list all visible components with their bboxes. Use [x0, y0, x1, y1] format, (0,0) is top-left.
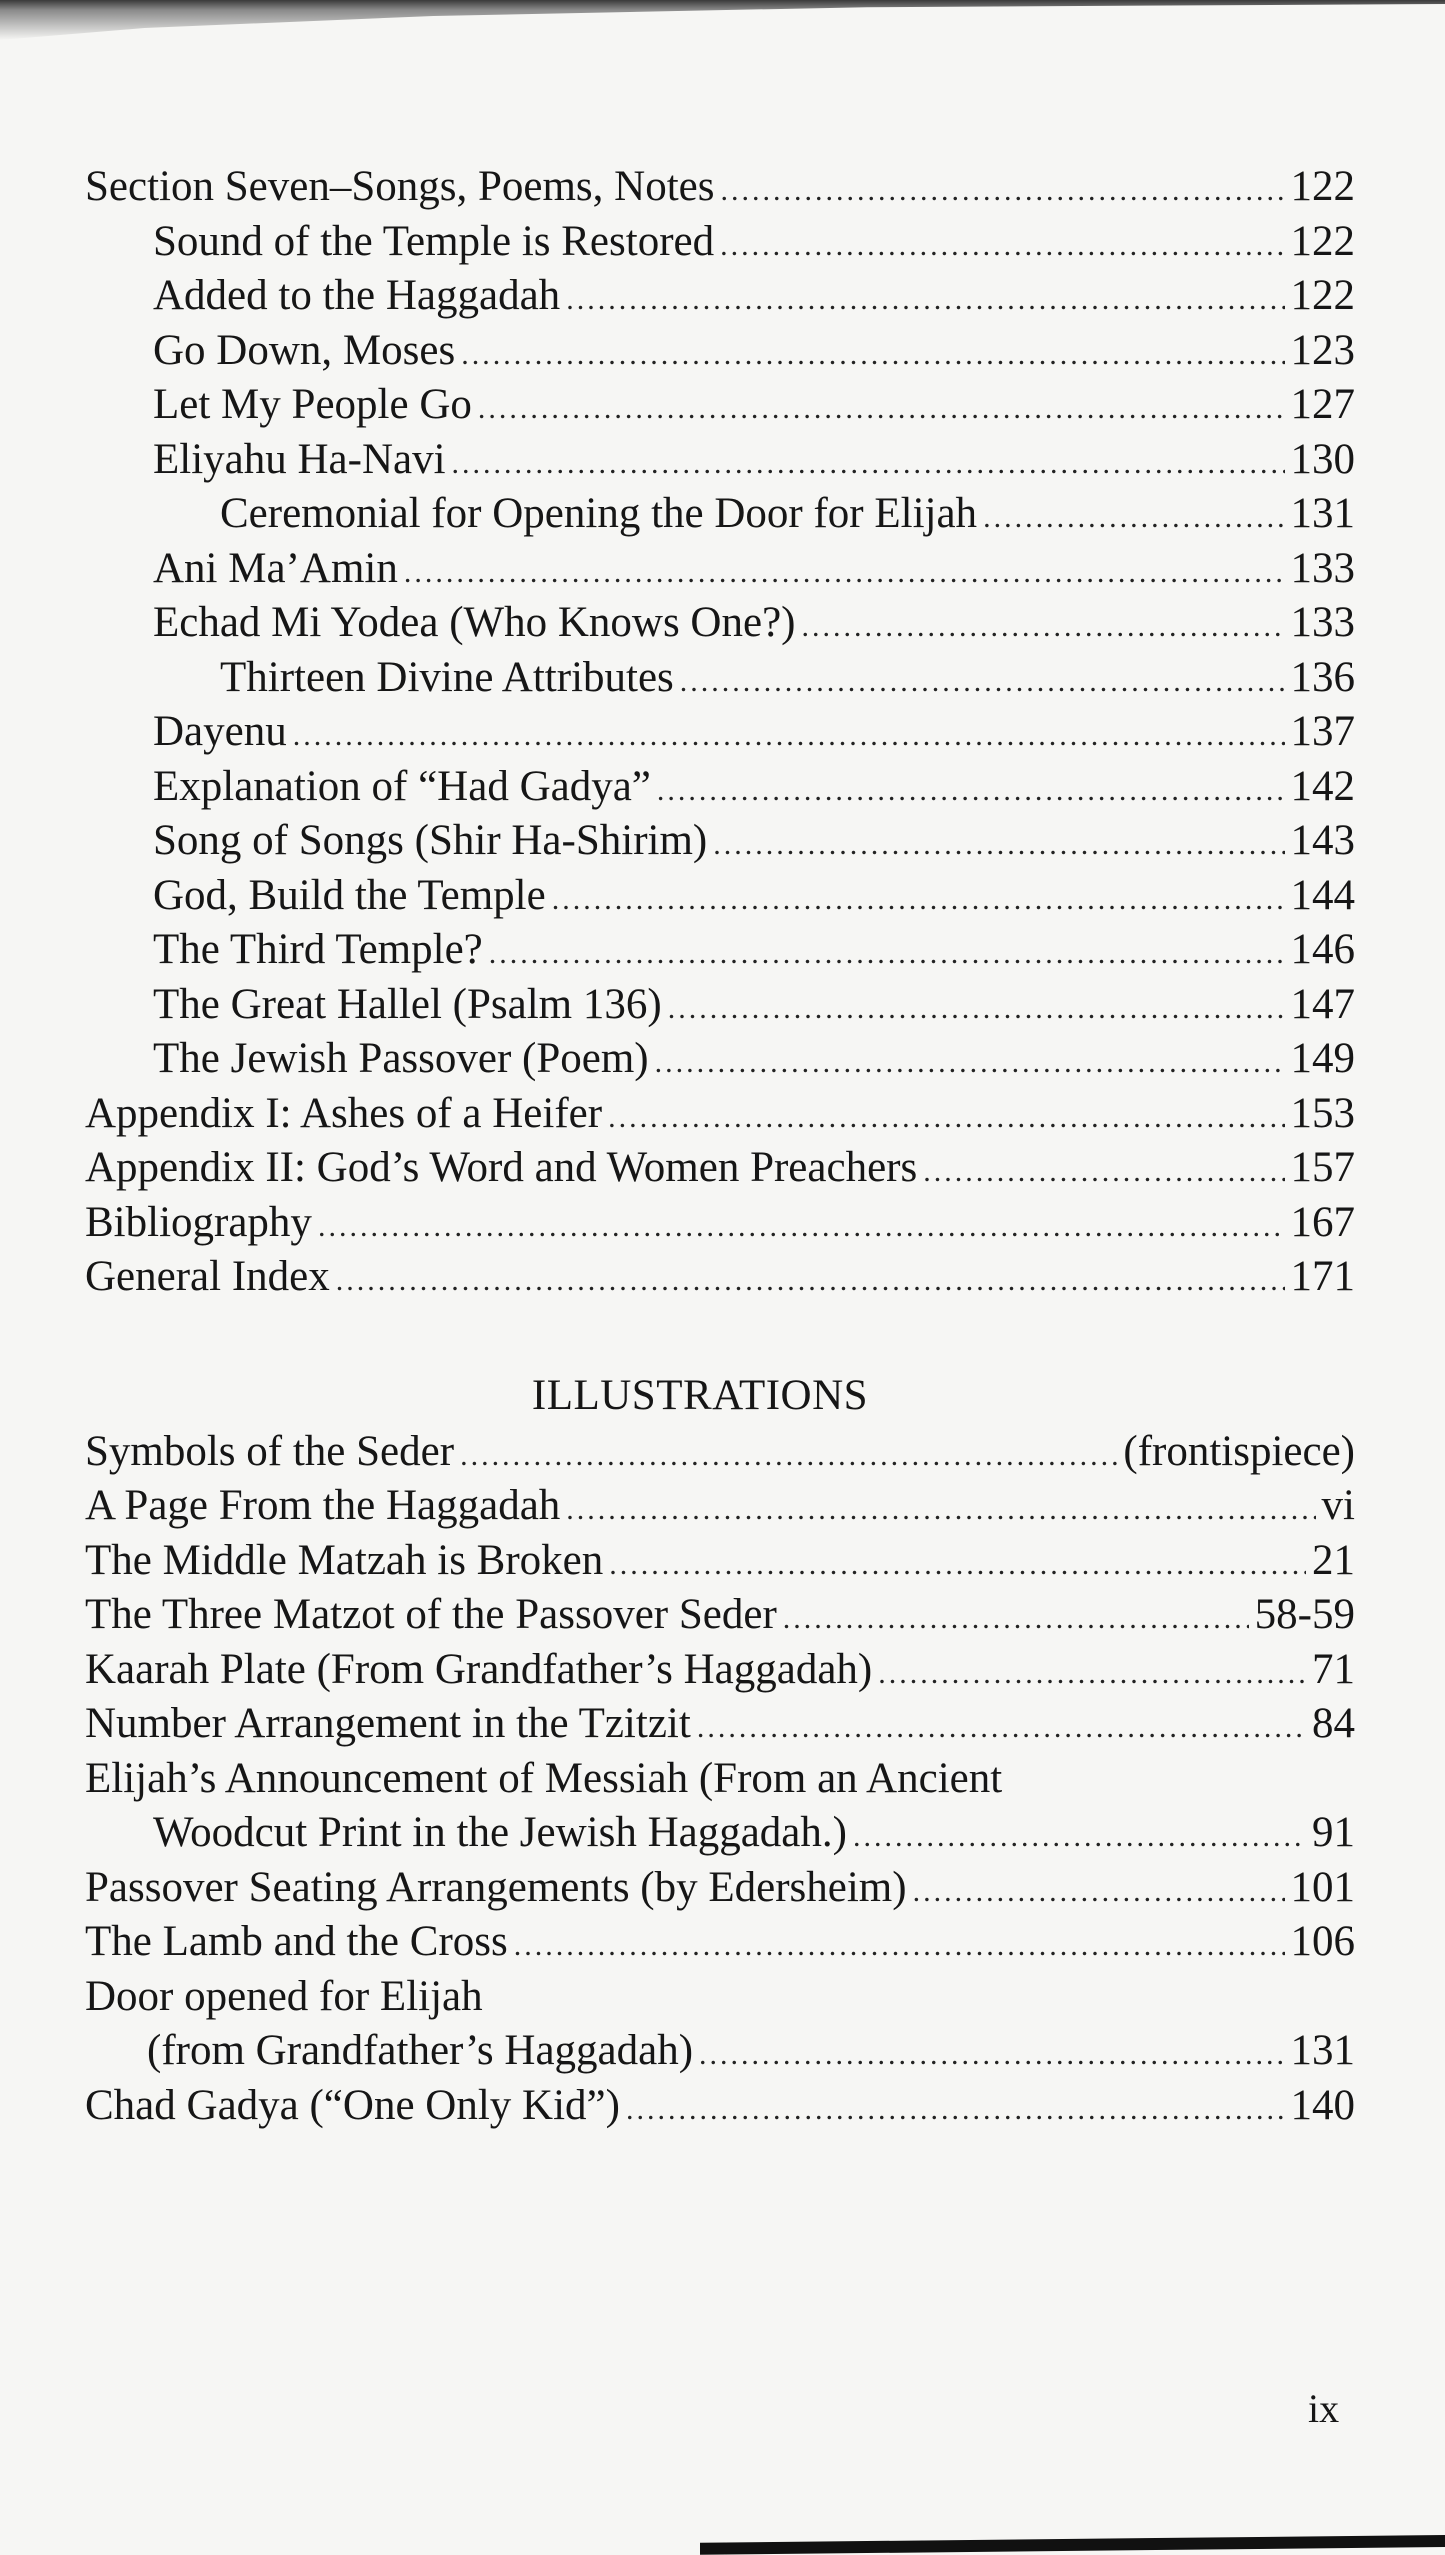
toc-entry-page: 167 [1290, 1198, 1355, 1246]
illustration-title: Chad Gadya (“One Only Kid”) [85, 2081, 620, 2129]
toc-entry-title: Dayenu [153, 708, 287, 755]
toc-entry-title: Appendix II: God’s Word and Women Preachers [85, 1144, 918, 1191]
toc-entry-title: Go Down, Moses [153, 326, 456, 374]
toc-entry [85, 1196, 1355, 1251]
toc-entry [85, 869, 1355, 924]
illustration-page: 21 [1312, 1536, 1355, 1584]
illustration-title: Elijah’s Announcement of Messiah (From an Ancient [85, 1754, 1003, 1802]
illustration-page: 91 [1312, 1809, 1355, 1856]
toc-entry-title: The Third Temple? [153, 926, 483, 973]
illustration-title: Woodcut Print in the Jewish Haggadah.) [153, 1809, 847, 1856]
dot-leader [461, 328, 1284, 383]
toc-entry-title: The Jewish Passover (Poem) [153, 1035, 649, 1082]
dot-leader [783, 1592, 1249, 1647]
toc-entry [85, 487, 1355, 542]
illustration-page: 58-59 [1254, 1591, 1355, 1638]
toc-entry [85, 596, 1355, 651]
dot-leader [626, 2083, 1285, 2138]
toc-entry-page: 130 [1290, 435, 1355, 483]
toc-entry [85, 324, 1355, 379]
illustrations-list [85, 1425, 1355, 2134]
toc-entry-page: 137 [1290, 708, 1355, 755]
toc-entry-page: 123 [1290, 326, 1355, 374]
toc-entry-title: Section Seven–Songs, Poems, Notes [85, 163, 715, 210]
illustration-title: Symbols of the Seder [85, 1427, 455, 1475]
dot-leader [489, 927, 1285, 982]
toc-entry-page: 142 [1290, 762, 1355, 810]
toc-entry [85, 923, 1355, 978]
dot-leader [801, 600, 1284, 655]
toc-entry [85, 978, 1355, 1033]
toc-entry-title: Added to the Haggadah [153, 272, 561, 319]
toc-entry [85, 160, 1355, 215]
illustration-page: 131 [1290, 2027, 1355, 2074]
dot-leader [293, 709, 1285, 764]
dot-leader [478, 382, 1285, 437]
toc-entry-title: Song of Songs (Shir Ha-Shirim) [153, 817, 708, 864]
contents-list [85, 160, 1355, 1305]
toc-entry-page: 122 [1290, 272, 1355, 319]
toc-entry-title: Thirteen Divine Attributes [220, 653, 674, 701]
dot-leader [720, 219, 1284, 274]
toc-entry-title: Sound of the Temple is Restored [153, 217, 715, 265]
toc-entry [85, 651, 1355, 706]
dot-leader [699, 2028, 1284, 2083]
illustration-entry [85, 1479, 1355, 1534]
toc-entry-title: Ceremonial for Opening the Door for Elijah [220, 490, 978, 537]
dot-leader [514, 1919, 1285, 1974]
toc-entry [85, 705, 1355, 760]
toc-entry-page: 153 [1290, 1089, 1355, 1137]
illustration-entry [85, 1970, 1355, 2025]
dot-leader [452, 437, 1285, 492]
toc-entry-page: 127 [1290, 381, 1355, 428]
illustration-title: Kaarah Plate (From Grandfather’s Haggadah) [85, 1645, 873, 1693]
illustration-title: The Three Matzot of the Passover Seder [85, 1591, 777, 1638]
toc-entry [85, 215, 1355, 270]
toc-entry [85, 814, 1355, 869]
illustration-entry [85, 1752, 1355, 1807]
dot-leader [318, 1200, 1285, 1255]
toc-entry-page: 157 [1290, 1144, 1355, 1191]
toc-entry-page: 149 [1290, 1035, 1355, 1082]
toc-entry-title: Eliyahu Ha-Navi [153, 435, 446, 483]
dot-leader [609, 1538, 1306, 1593]
illustration-entry-continuation [85, 2024, 1355, 2079]
dot-leader [404, 546, 1285, 601]
illustration-entry [85, 1588, 1355, 1643]
illustration-entry [85, 1643, 1355, 1698]
dot-leader [657, 764, 1285, 819]
table-of-contents-page [85, 160, 1355, 2133]
dot-leader [566, 273, 1284, 328]
toc-entry-title: Echad Mi Yodea (Who Knows One?) [153, 599, 796, 646]
illustration-title: Door opened for Elijah [85, 1972, 483, 2020]
toc-entry-title: Ani Ma’Amin [153, 544, 398, 592]
dot-leader [853, 1810, 1306, 1865]
illustration-entry [85, 1861, 1355, 1916]
toc-entry [85, 433, 1355, 488]
illustration-title: The Lamb and the Cross [85, 1918, 508, 1965]
dot-leader [680, 655, 1285, 710]
illustrations-heading: ILLUSTRATIONS [531, 1371, 869, 1419]
toc-entry [85, 269, 1355, 324]
toc-entry-page: 147 [1290, 980, 1355, 1028]
toc-entry-page: 171 [1290, 1253, 1355, 1300]
page-number: ix [1308, 2386, 1340, 2431]
dot-leader [923, 1145, 1284, 1200]
toc-entry-page: 136 [1290, 653, 1355, 701]
toc-entry-title: Let My People Go [153, 381, 472, 428]
toc-entry-page: 122 [1290, 163, 1355, 210]
dot-leader [655, 1036, 1285, 1091]
toc-entry [85, 378, 1355, 433]
toc-entry-page: 146 [1290, 926, 1355, 973]
dot-leader [336, 1254, 1285, 1309]
toc-entry-title: Bibliography [85, 1198, 312, 1246]
illustration-entry [85, 1915, 1355, 1970]
toc-entry-page: 133 [1290, 544, 1355, 592]
dot-leader [668, 982, 1285, 1037]
toc-entry-page: 143 [1290, 817, 1355, 864]
toc-entry [85, 542, 1355, 597]
dot-leader [697, 1701, 1306, 1756]
dot-leader [983, 491, 1284, 546]
illustration-page: 106 [1290, 1918, 1355, 1965]
illustration-page: 71 [1312, 1645, 1355, 1693]
toc-entry-page: 131 [1290, 490, 1355, 537]
toc-entry-page: 122 [1290, 217, 1355, 265]
dot-leader [913, 1865, 1285, 1920]
illustration-page: vi [1321, 1482, 1355, 1529]
illustration-title: Passover Seating Arrangements (by Edersheim) [85, 1863, 907, 1911]
dot-leader [566, 1483, 1315, 1538]
toc-entry-title: Appendix I: Ashes of a Heifer [85, 1089, 603, 1137]
illustration-page: 84 [1312, 1700, 1355, 1747]
illustration-title: A Page From the Haggadah [85, 1482, 561, 1529]
dot-leader [608, 1091, 1284, 1146]
illustration-page: 140 [1290, 2081, 1355, 2129]
toc-entry-title: God, Build the Temple [153, 871, 546, 919]
illustration-page: 101 [1290, 1863, 1355, 1911]
illustration-title: Number Arrangement in the Tzitzit [85, 1700, 691, 1747]
illustration-entry [85, 1534, 1355, 1589]
page-top-shadow [0, 0, 1445, 40]
page-bottom-edge [700, 2535, 1445, 2555]
toc-entry-title: General Index [85, 1253, 330, 1300]
toc-entry-title: Explanation of “Had Gadya” [153, 762, 651, 810]
illustration-title: The Middle Matzah is Broken [85, 1536, 604, 1584]
dot-leader [713, 818, 1284, 873]
illustration-entry [85, 1697, 1355, 1752]
dot-leader [552, 873, 1285, 928]
toc-entry [85, 1087, 1355, 1142]
illustration-entry [85, 1425, 1355, 1480]
illustration-entry [85, 2079, 1355, 2134]
toc-entry [85, 1250, 1355, 1305]
toc-entry [85, 1032, 1355, 1087]
toc-entry-page: 144 [1290, 871, 1355, 919]
illustration-title: (from Grandfather’s Haggadah) [147, 2027, 694, 2074]
toc-entry-page: 133 [1290, 599, 1355, 646]
toc-entry [85, 1141, 1355, 1196]
illustration-page: (frontispiece) [1123, 1427, 1355, 1475]
dot-leader [720, 164, 1284, 219]
dot-leader [878, 1647, 1306, 1702]
dot-leader [460, 1429, 1117, 1484]
illustration-entry-continuation [85, 1806, 1355, 1861]
toc-entry-title: The Great Hallel (Psalm 136) [153, 980, 662, 1028]
toc-entry [85, 760, 1355, 815]
